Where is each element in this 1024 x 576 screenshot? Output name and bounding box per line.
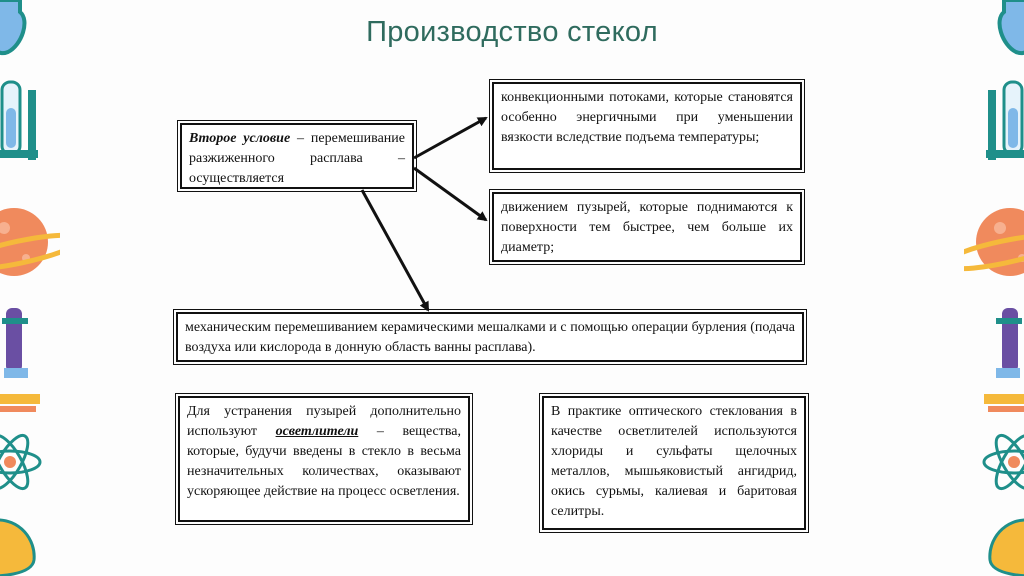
arrow-to-convection	[414, 118, 486, 158]
condition-emphasis: Второе условие	[189, 131, 291, 146]
convection-box	[492, 82, 802, 170]
mechanical-text: механическим перемешиванием керамическими мешалками и с помощью операции бурления (подача воздуха или кислорода в донную область ванны расплава).	[185, 320, 795, 355]
mechanical-mixing-box	[176, 312, 804, 362]
arrow-to-mechanical	[362, 190, 428, 310]
arrow-to-bubbles	[414, 168, 486, 220]
fining-term: осветлители	[275, 424, 359, 439]
fining-text-after: – вещества, которые, будучи введены в стекло в весьма незначительных количествах, оказывают ускоряющее действие на процесс осветления.	[187, 424, 461, 499]
optical-glass-box	[542, 396, 806, 530]
optical-text: В практике оптического стеклования в качестве осветлителей используются хлориды и сульфаты щелочных металлов, мышьяковистый ангидрид, окись сурьмы, калиевая и баритовая селитры.	[551, 404, 797, 519]
second-condition-box	[180, 123, 414, 189]
page-title: Производство стекол	[366, 16, 658, 48]
fining-text-before: Для устранения пузырей дополнительно используют	[187, 404, 461, 439]
fining-agents-box	[178, 396, 470, 522]
bubbles-box	[492, 192, 802, 262]
convection-text: конвекционными потоками, которые становятся особенно энергичными при уменьшении вязкости вследствие подъема температуры;	[501, 90, 793, 145]
bubbles-text: движением пузырей, которые поднимаются к поверхности тем быстрее, чем больше их диаметр;	[501, 200, 793, 255]
condition-text: – перемешивание разжиженного расплава – осуществляется	[189, 131, 406, 186]
